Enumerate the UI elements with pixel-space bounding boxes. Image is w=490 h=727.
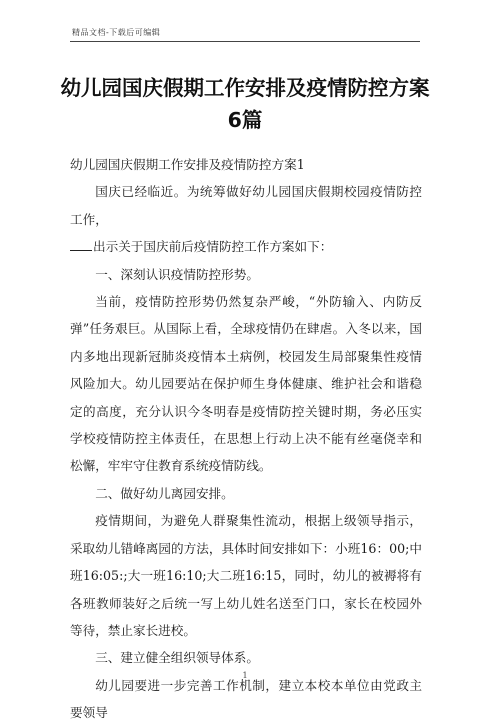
header-divider: [70, 41, 420, 42]
page-number: 1: [242, 671, 248, 680]
section-heading-3: 三、建立健全组织领导体系。: [95, 650, 259, 666]
section-heading-1: 一、深刻认识疫情防控形势。: [95, 266, 259, 282]
header-note: 精品文档-下载后可编辑: [72, 28, 161, 37]
paragraph-departure: 疫情期间，为避免人群聚集性流动，根据上级领导指示，采取幼儿错峰离园的方法，具体时间安排如下：小班16：00;中班16:05:;大一班16:10;大二班16:15，同时，幼儿的被褥将有各班教师装好之后统一写上幼儿姓名送至门口，家长在校园外等待，禁止家长进校。: [70, 513, 422, 638]
paragraph-situation: 当前，疫情防控形势仍然复杂严峻，“外防输入、内防反弹”任务艰巨。从国际上看，全球疫情仍在肆虐。入冬以来，国内多地出现新冠肺炎疫情本土病例，校园发生局部聚集性疫情风险加大。幼儿园要站在保护师生身体健康、维护社会和谐稳定的高度，充分认识今冬明春是疫情防控关键时期，务必压实学校疫情防控主体责任，在思想上行动上决不能有丝毫侥幸和松懈，牢牢守住教育系统疫情防线。: [70, 294, 422, 474]
paragraph-intro-b: 出示关于国庆前后疫情防控工作方案如下：: [93, 239, 333, 255]
paragraph-intro-b-line: [70, 233, 422, 260]
blank-underline: [70, 238, 92, 251]
document-title: [60, 72, 430, 136]
paragraph-leadership: 幼儿园要进一步完善工作机制，建立本校本单位由党政主要领导: [70, 677, 422, 721]
paragraph-intro-a: 国庆已经临近。为统筹做好幼儿园国庆假期校园疫情防控工作，: [70, 184, 422, 227]
section-heading-2: 二、做好幼儿离园安排。: [95, 485, 234, 501]
section-subtitle: 幼儿园国庆假期工作安排及疫情防控方案1: [70, 157, 305, 172]
title-line-1: 幼儿园国庆假期工作安排及疫情防控方案: [60, 76, 430, 100]
title-line-2: 6篇: [227, 108, 263, 132]
document-body: [70, 151, 422, 727]
